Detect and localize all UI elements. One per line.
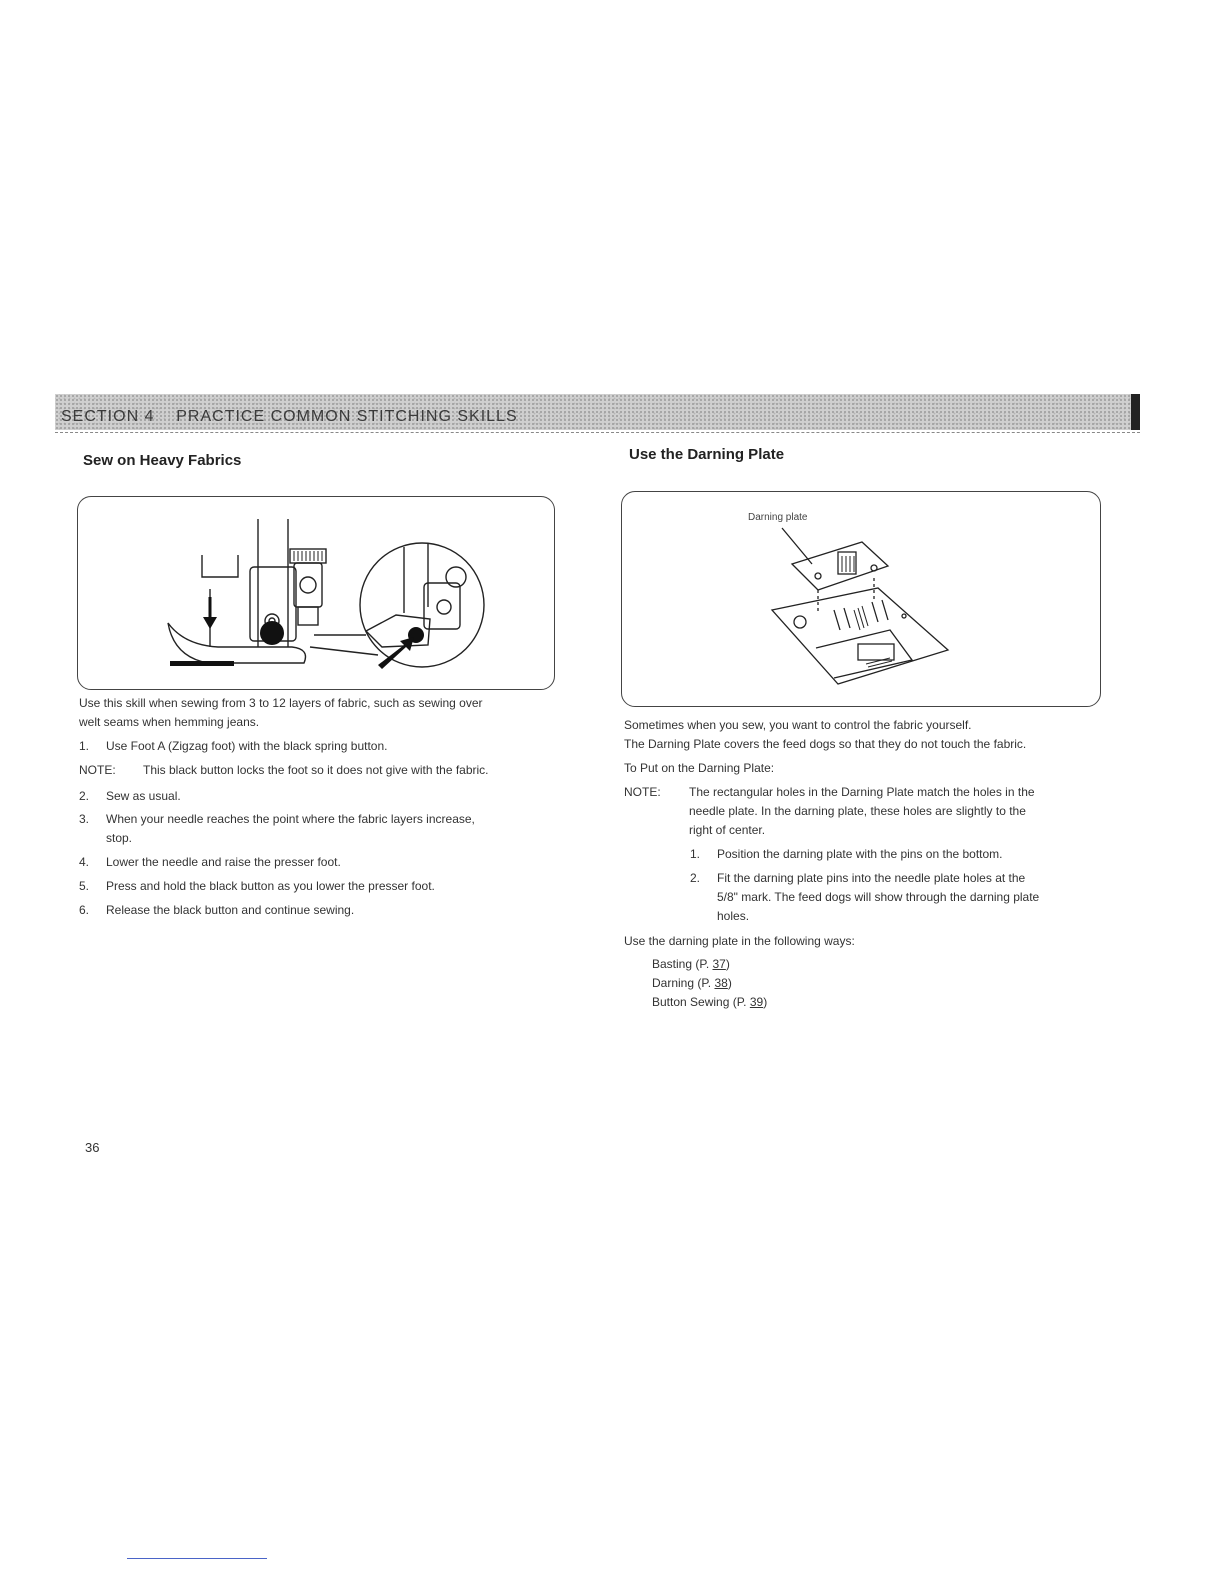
use-close: ) <box>727 976 732 990</box>
step-text: Press and hold the black button as you lower the presser foot. <box>106 879 435 893</box>
heavy-note <box>79 761 559 781</box>
heavy-step-6 <box>79 901 559 921</box>
step-number: 2. <box>79 789 90 803</box>
darning-intro-line-2: The Darning Plate covers the feed dogs so that they do not touch the fabric. <box>624 737 1027 751</box>
step-text-line-1: Fit the darning plate pins into the needle plate holes at the <box>717 871 1026 885</box>
darning-plate-callout: Darning plate <box>748 512 808 523</box>
step-number: 3. <box>79 812 90 826</box>
section-title: SECTION 4 PRACTICE COMMON STITCHING SKILLS <box>61 408 518 425</box>
darning-plate-drawing <box>622 492 1100 706</box>
footer-rule <box>127 1558 267 1559</box>
darning-step-1 <box>690 845 1110 865</box>
note-text: This black button locks the foot so it does not give with the fabric. <box>143 763 489 777</box>
darning-note <box>624 783 1114 843</box>
step-text-line-1: When your needle reaches the point where the fabric layers increase, <box>106 812 475 826</box>
darning-step-2 <box>690 869 1110 929</box>
use-basting <box>652 955 730 974</box>
heavy-fabric-illustration <box>77 496 555 690</box>
heavy-intro-line-1: Use this skill when sewing from 3 to 12 layers of fabric, such as sewing over <box>79 696 483 710</box>
page-ref-link[interactable]: 38 <box>714 976 728 990</box>
step-text-line-2: 5/8" mark. The feed dogs will show through the darning plate <box>717 890 1040 904</box>
heavy-step-2 <box>79 787 559 807</box>
heavy-step-3 <box>79 810 559 850</box>
step-text: Release the black button and continue sewing. <box>106 903 355 917</box>
section-banner <box>55 394 1140 430</box>
step-text-line-3: holes. <box>717 909 750 923</box>
heavy-step-5 <box>79 877 559 897</box>
note-line-2: needle plate. In the darning plate, these holes are slightly to the <box>689 804 1026 818</box>
note-label: NOTE: <box>79 763 116 777</box>
step-number: 2. <box>690 871 701 885</box>
step-text: Sew as usual. <box>106 789 181 803</box>
step-number: 1. <box>690 847 701 861</box>
use-button-sewing <box>652 993 767 1012</box>
darning-intro-line-1: Sometimes when you sew, you want to control the fabric yourself. <box>624 718 972 732</box>
page-ref-link[interactable]: 39 <box>749 995 764 1009</box>
darning-to-put: To Put on the Darning Plate: <box>624 761 775 775</box>
use-close: ) <box>725 957 730 971</box>
presser-foot-drawing <box>78 497 554 689</box>
step-number: 1. <box>79 739 90 753</box>
use-darning <box>652 974 732 993</box>
step-text-line-2: stop. <box>106 831 133 845</box>
step-number: 4. <box>79 855 90 869</box>
step-number: 6. <box>79 903 90 917</box>
page-ref-link[interactable]: 37 <box>712 957 726 971</box>
note-line-1: The rectangular holes in the Darning Plate match the holes in the <box>689 785 1035 799</box>
banner-divider <box>55 432 1140 433</box>
step-text: Position the darning plate with the pins on the bottom. <box>717 847 1003 861</box>
note-label: NOTE: <box>624 785 661 799</box>
page-number: 36 <box>85 1140 100 1155</box>
heavy-intro-line-2: welt seams when hemming jeans. <box>79 715 260 729</box>
note-line-3: right of center. <box>689 823 766 837</box>
use-label: Button Sewing (P. <box>652 995 750 1009</box>
banner-edge-bar <box>1131 394 1140 430</box>
heading-darning-plate: Use the Darning Plate <box>629 446 785 463</box>
use-label: Darning (P. <box>652 976 715 990</box>
use-close: ) <box>763 995 768 1009</box>
heavy-step-4 <box>79 853 559 873</box>
step-text: Use Foot A (Zigzag foot) with the black spring button. <box>106 739 388 753</box>
darning-uses-intro: Use the darning plate in the following ways: <box>624 934 855 948</box>
step-text: Lower the needle and raise the presser foot. <box>106 855 341 869</box>
darning-plate-illustration <box>621 491 1101 707</box>
step-number: 5. <box>79 879 90 893</box>
heavy-step-1 <box>79 737 559 757</box>
use-label: Basting (P. <box>652 957 713 971</box>
heading-heavy-fabrics: Sew on Heavy Fabrics <box>83 452 242 469</box>
